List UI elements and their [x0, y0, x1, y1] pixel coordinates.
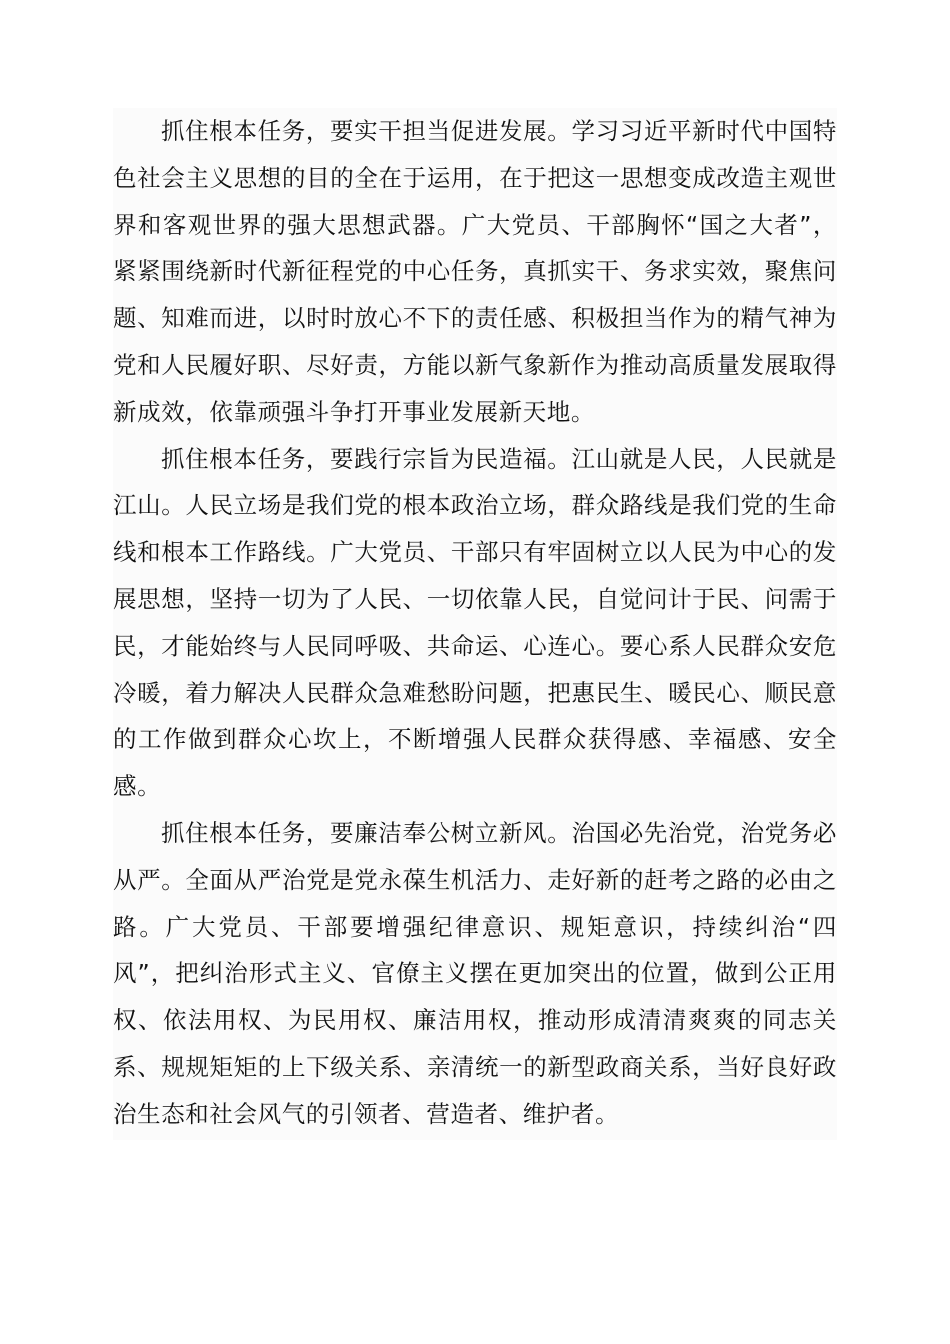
document-body [113, 108, 837, 1140]
paragraph-3: 抓住根本任务，要廉洁奉公树立新风。治国必先治党，治党务必从严。全面从严治党是党永葆生机活力、走好新的赶考之路的必由之路。广大党员、干部要增强纪律意识、规矩意识，持续纠治“四风”，把纠治形式主义、官僚主义摆在更加突出的位置，做到公正用权、依法用权、为民用权、廉洁用权，推动形成清清爽爽的同志关系、规规矩矩的上下级关系、亲清统一的新型政商关系，当好良好政治生态和社会风气的引领者、营造者、维护者。 [113, 818, 837, 1128]
paragraph-2: 抓住根本任务，要践行宗旨为民造福。江山就是人民，人民就是江山。人民立场是我们党的根本政治立场，群众路线是我们党的生命线和根本工作路线。广大党员、干部只有牢固树立以人民为中心的发展思想，坚持一切为了人民、一切依靠人民，自觉问计于民、问需于民，才能始终与人民同呼吸、共命运、心连心。要心系人民群众安危冷暖，着力解决人民群众急难愁盼问题，把惠民生、暖民心、顺民意的工作做到群众心坎上，不断增强人民群众获得感、幸福感、安全感。 [113, 444, 837, 801]
paragraph-1: 抓住根本任务，要实干担当促进发展。学习习近平新时代中国特色社会主义思想的目的全在于运用，在于把这一思想变成改造主观世界和客观世界的强大思想武器。广大党员、干部胸怀“国之大者”，紧紧围绕新时代新征程党的中心任务，真抓实干、务求实效，聚焦问题、知难而进，以时时放心不下的责任感、积极担当作为的精气神为党和人民履好职、尽好责，方能以新气象新作为推动高质量发展取得新成效，依靠顽强斗争打开事业发展新天地。 [113, 117, 837, 426]
